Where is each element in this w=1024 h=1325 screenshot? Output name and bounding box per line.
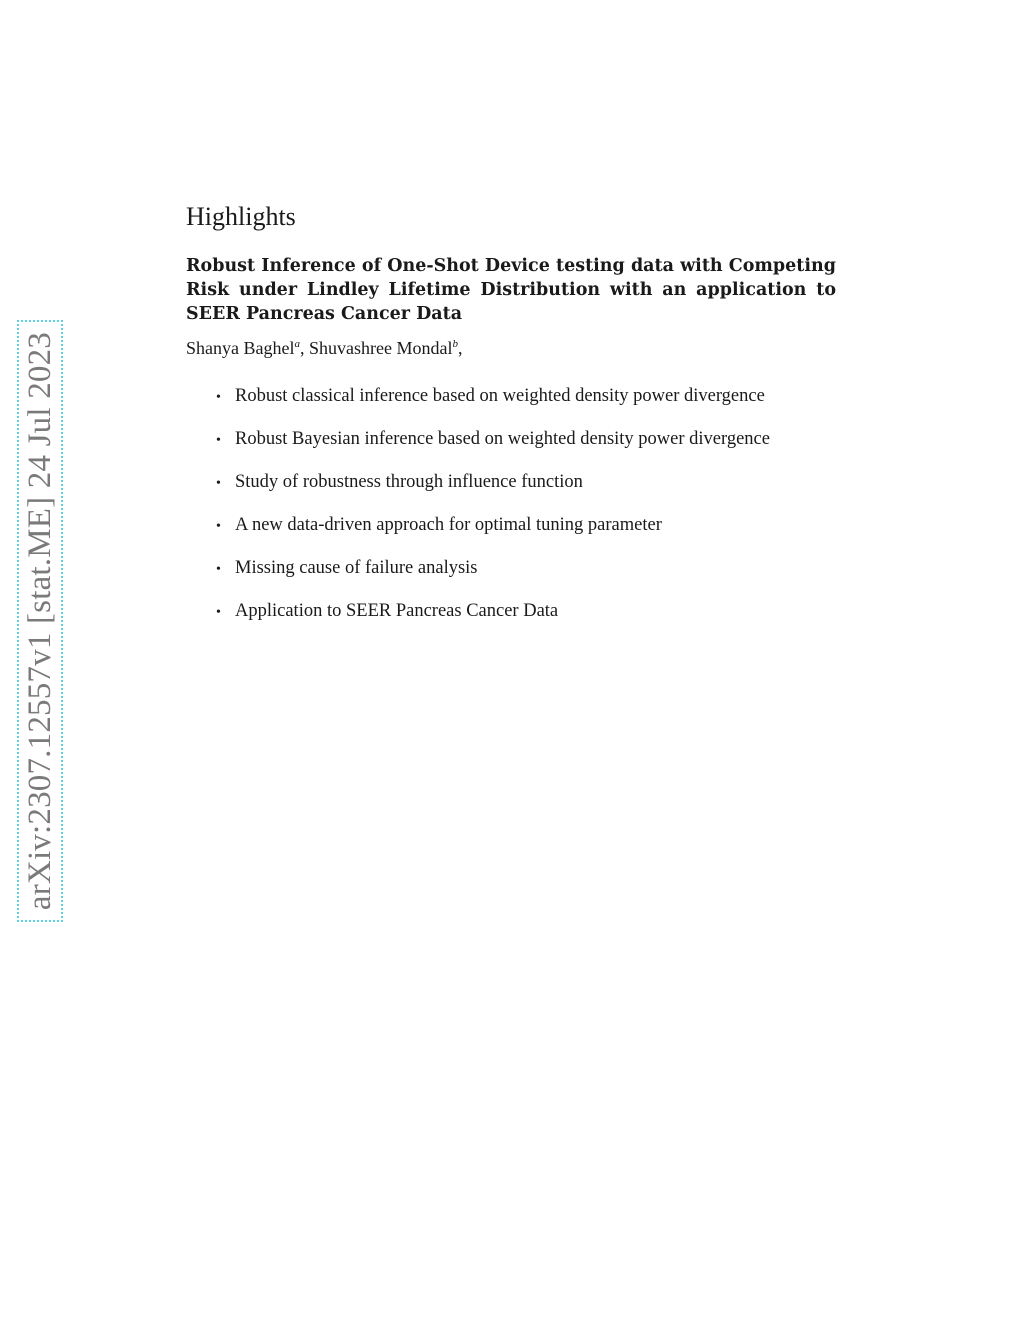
affiliation-mark: a	[294, 337, 300, 350]
list-item	[216, 513, 836, 539]
affiliation-mark: b	[452, 337, 458, 350]
bullet-icon: •	[216, 389, 221, 405]
author-name: Shanya Baghel	[186, 337, 295, 358]
list-item	[216, 470, 836, 496]
list-item	[216, 384, 836, 410]
bullet-icon: •	[216, 432, 221, 448]
list-item	[216, 599, 836, 625]
bullet-icon: •	[216, 604, 221, 620]
highlight-text: A new data-driven approach for optimal tuning parameter	[235, 514, 662, 535]
list-item	[216, 556, 836, 582]
highlight-text: Application to SEER Pancreas Cancer Data	[235, 600, 559, 621]
highlight-text: Missing cause of failure analysis	[235, 557, 478, 578]
section-heading: Highlights	[186, 202, 296, 231]
author-list	[186, 336, 836, 360]
bullet-icon: •	[216, 518, 221, 534]
arxiv-identifier-text: arXiv:2307.12557v1 [stat.ME] 24 Jul 2023	[21, 331, 58, 911]
bullet-icon: •	[216, 561, 221, 577]
author-separator: ,	[299, 337, 309, 358]
highlight-text: Study of robustness through influence function	[235, 471, 583, 492]
highlight-text: Robust classical inference based on weighted density power divergence	[235, 385, 765, 406]
author-separator: ,	[457, 337, 463, 358]
highlights-page	[186, 200, 836, 642]
arxiv-identifier-stamp	[17, 320, 63, 922]
list-item	[216, 427, 836, 453]
highlight-text: Robust Bayesian inference based on weighted density power divergence	[235, 428, 770, 449]
highlights-list	[186, 384, 836, 625]
paper-title: Robust Inference of One-Shot Device testing data with Competing Risk under Lindley Lifetime Distribution with an application to SEER Pancreas Cancer Data	[186, 255, 836, 324]
author-name: Shuvashree Mondal	[308, 337, 453, 358]
bullet-icon: •	[216, 475, 221, 491]
